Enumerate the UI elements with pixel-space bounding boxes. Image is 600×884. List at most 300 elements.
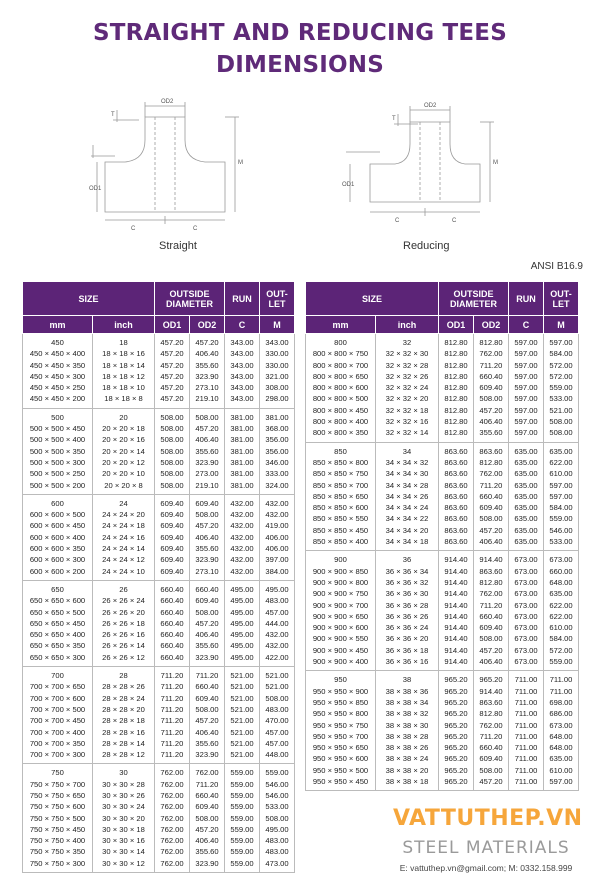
mm-value: 650 bbox=[51, 584, 64, 594]
od1-value: 711.20 bbox=[160, 704, 184, 714]
c-value: 521.00 bbox=[230, 738, 254, 748]
m-value: 597.00 bbox=[549, 480, 573, 490]
inch-value: 32 × 32 × 14 bbox=[385, 428, 429, 438]
od2-value: 273.10 bbox=[195, 383, 219, 393]
inch-cell bbox=[376, 551, 439, 671]
od2-value: 508.00 bbox=[479, 514, 503, 524]
od1-value: 609.40 bbox=[160, 544, 184, 554]
od1-value: 812.80 bbox=[444, 417, 468, 427]
c-value: 597.00 bbox=[514, 394, 538, 404]
od2-value: 711.20 bbox=[479, 600, 503, 610]
c-value: 673.00 bbox=[514, 623, 538, 633]
inch-cell bbox=[93, 334, 155, 409]
inch-value: 18 bbox=[119, 338, 128, 347]
m-value: 330.00 bbox=[265, 360, 289, 370]
inch-value: 28 × 28 × 12 bbox=[102, 750, 145, 760]
m-value: 457.00 bbox=[265, 607, 289, 617]
inch-value: 20 × 20 × 10 bbox=[102, 469, 145, 479]
od2-value: 355.60 bbox=[195, 544, 219, 554]
m-value: 432.00 bbox=[265, 498, 289, 508]
m-value: 508.00 bbox=[549, 417, 573, 427]
od1-value: 609.40 bbox=[160, 566, 184, 576]
od2-cell bbox=[190, 408, 225, 494]
od1-value: 711.20 bbox=[160, 693, 184, 703]
m-value: 473.00 bbox=[265, 858, 289, 868]
c-value: 711.00 bbox=[514, 765, 538, 775]
inch-value: 36 × 36 × 32 bbox=[385, 577, 429, 587]
c-value: 673.00 bbox=[514, 577, 538, 587]
inch-value: 20 × 20 × 18 bbox=[102, 424, 145, 434]
od1-value: 762.00 bbox=[160, 802, 184, 812]
mm-value: 700 × 700 × 500 bbox=[29, 704, 86, 714]
inch-cell bbox=[376, 442, 439, 551]
c-cell bbox=[225, 764, 260, 873]
c-value: 597.00 bbox=[514, 428, 538, 438]
c-value: 673.00 bbox=[514, 566, 538, 576]
m-cell bbox=[544, 334, 579, 443]
od1-value: 914.40 bbox=[444, 634, 468, 644]
od1-value: 660.40 bbox=[160, 607, 184, 617]
inch-value: 24 bbox=[119, 498, 128, 508]
c-value: 673.00 bbox=[514, 611, 538, 621]
c-value: 635.00 bbox=[514, 525, 538, 535]
m-value: 597.00 bbox=[549, 491, 573, 501]
mm-value: 450 × 450 × 400 bbox=[29, 349, 86, 359]
od2-value: 406.40 bbox=[195, 836, 219, 846]
od1-value: 508.00 bbox=[160, 412, 184, 422]
m-value: 384.00 bbox=[265, 566, 289, 576]
od2-value: 762.00 bbox=[195, 768, 219, 778]
inch-value: 36 × 36 × 30 bbox=[385, 589, 429, 599]
m-value: 321.00 bbox=[265, 371, 289, 381]
mm-value: 800 × 800 × 600 bbox=[312, 383, 369, 393]
mm-value: 950 × 950 × 500 bbox=[312, 765, 369, 775]
inch-cell bbox=[93, 494, 155, 580]
c-value: 495.00 bbox=[230, 596, 254, 606]
od1-cell bbox=[439, 442, 474, 551]
m-value: 610.00 bbox=[549, 469, 573, 479]
od1-value: 457.20 bbox=[160, 360, 184, 370]
od2-value: 219.10 bbox=[195, 480, 219, 490]
c-header: C bbox=[225, 316, 260, 334]
mm-value: 900 × 900 × 850 bbox=[312, 566, 369, 576]
od1-value: 914.40 bbox=[444, 589, 468, 599]
mm-value: 700 × 700 × 450 bbox=[29, 716, 86, 726]
inch-value: 36 × 36 × 28 bbox=[385, 600, 429, 610]
od2-value: 406.40 bbox=[479, 417, 503, 427]
table-row-group bbox=[306, 671, 579, 791]
inch-value: 20 × 20 × 8 bbox=[104, 480, 143, 490]
mm-value: 750 × 750 × 300 bbox=[29, 858, 86, 868]
mm-header: mm bbox=[306, 316, 376, 334]
c-header: C bbox=[509, 316, 544, 334]
m-value: 559.00 bbox=[265, 768, 289, 778]
m-value: 648.00 bbox=[549, 731, 573, 741]
mm-value: 900 × 900 × 650 bbox=[312, 611, 369, 621]
m-value: 546.00 bbox=[265, 779, 289, 789]
od1-value: 914.40 bbox=[444, 623, 468, 633]
c-value: 381.00 bbox=[230, 435, 254, 445]
mm-value: 950 × 950 × 450 bbox=[312, 776, 369, 786]
run-header: RUN bbox=[225, 282, 260, 316]
c-value: 559.00 bbox=[230, 802, 254, 812]
od1-value: 711.20 bbox=[160, 682, 184, 692]
c-value: 495.00 bbox=[230, 641, 254, 651]
page-title-line-2: DIMENSIONS bbox=[216, 52, 384, 78]
brand-subtitle: STEEL MATERIALS bbox=[402, 838, 570, 858]
inch-value: 34 × 34 × 26 bbox=[385, 491, 429, 501]
m-value: 521.00 bbox=[549, 405, 573, 415]
inch-value: 38 × 38 × 30 bbox=[385, 720, 429, 730]
od2-value: 762.00 bbox=[479, 349, 503, 359]
od2-value: 863.60 bbox=[479, 697, 503, 707]
inch-value: 26 × 26 × 14 bbox=[102, 641, 145, 651]
m-value: 622.00 bbox=[549, 600, 573, 610]
straight-caption: Straight bbox=[159, 240, 197, 252]
c-value: 521.00 bbox=[230, 671, 254, 681]
inch-value: 20 × 20 × 12 bbox=[102, 457, 145, 467]
mm-value: 750 × 750 × 350 bbox=[29, 847, 86, 857]
m-value: 483.00 bbox=[265, 836, 289, 846]
brand-contact: E: vattuthep.vn@gmail.com; M: 0332.158.999 bbox=[399, 863, 573, 873]
inch-value: 18 × 18 × 14 bbox=[102, 360, 145, 370]
m-value: 457.00 bbox=[265, 727, 289, 737]
m-value: 343.00 bbox=[265, 338, 289, 347]
mm-value: 650 × 650 × 450 bbox=[29, 618, 86, 628]
od1-value: 914.40 bbox=[444, 577, 468, 587]
mm-value: 800 × 800 × 400 bbox=[312, 417, 369, 427]
inch-value: 30 × 30 × 12 bbox=[102, 858, 145, 868]
od2-value: 457.20 bbox=[195, 716, 219, 726]
inch-value: 26 × 26 × 24 bbox=[102, 596, 145, 606]
mm-value: 700 × 700 × 400 bbox=[29, 727, 86, 737]
od1-value: 711.20 bbox=[160, 671, 184, 681]
c-value: 521.00 bbox=[230, 750, 254, 760]
c-label: C bbox=[452, 218, 457, 224]
mm-value: 900 × 900 × 450 bbox=[312, 645, 369, 655]
m-value: 495.00 bbox=[265, 584, 289, 594]
inch-value: 24 × 24 × 20 bbox=[102, 510, 145, 520]
od2-value: 609.40 bbox=[479, 754, 503, 764]
od2-value: 406.40 bbox=[195, 630, 219, 640]
inch-value: 36 bbox=[402, 555, 412, 565]
c-value: 673.00 bbox=[514, 634, 538, 644]
c-value: 343.00 bbox=[230, 338, 254, 347]
inch-value: 36 × 36 × 18 bbox=[385, 645, 429, 655]
m-value: 711.00 bbox=[549, 675, 573, 685]
m-value: 546.00 bbox=[549, 525, 573, 535]
od1-value: 863.60 bbox=[444, 457, 468, 467]
inch-value: 28 × 28 × 14 bbox=[102, 738, 145, 748]
c-value: 559.00 bbox=[230, 858, 254, 868]
od1-cell bbox=[155, 764, 190, 873]
od2-cell bbox=[190, 580, 225, 666]
m-value: 635.00 bbox=[549, 754, 573, 764]
c-value: 711.00 bbox=[514, 754, 538, 764]
mm-value: 950 × 950 × 900 bbox=[312, 686, 369, 696]
od2-value: 609.40 bbox=[195, 802, 219, 812]
od2-value: 914.40 bbox=[479, 686, 503, 696]
od2-cell bbox=[474, 671, 509, 791]
od2-value: 711.20 bbox=[195, 671, 219, 681]
mm-value: 750 × 750 × 600 bbox=[29, 802, 86, 812]
inch-value: 18 × 18 × 8 bbox=[104, 394, 143, 404]
c-value: 381.00 bbox=[230, 469, 254, 479]
c-value: 559.00 bbox=[230, 768, 254, 778]
od1-value: 457.20 bbox=[160, 338, 184, 347]
c-value: 597.00 bbox=[514, 371, 538, 381]
m-header: M bbox=[544, 316, 579, 334]
od2-value: 457.20 bbox=[195, 424, 219, 434]
od2-cell bbox=[474, 334, 509, 443]
inch-value: 24 × 24 × 10 bbox=[102, 566, 145, 576]
m-value: 572.00 bbox=[549, 371, 573, 381]
c-value: 711.00 bbox=[514, 709, 538, 719]
inch-value: 28 bbox=[119, 671, 128, 681]
inch-cell bbox=[376, 334, 439, 443]
od2-value: 812.80 bbox=[479, 457, 503, 467]
t-label: T bbox=[392, 116, 396, 122]
inch-value: 32 × 32 × 26 bbox=[385, 371, 429, 381]
inch-header: inch bbox=[93, 316, 155, 334]
inch-value: 18 × 18 × 12 bbox=[102, 371, 145, 381]
inch-value: 38 × 38 × 24 bbox=[385, 754, 429, 764]
m-value: 432.00 bbox=[265, 630, 289, 640]
mm-value: 700 × 700 × 600 bbox=[29, 693, 86, 703]
od2-value: 660.40 bbox=[479, 371, 503, 381]
od1-value: 762.00 bbox=[160, 779, 184, 789]
m-value: 483.00 bbox=[265, 596, 289, 606]
table-row-group bbox=[23, 334, 295, 409]
od2-value: 457.20 bbox=[195, 521, 219, 531]
c-value: 597.00 bbox=[514, 417, 538, 427]
c-cell bbox=[509, 671, 544, 791]
mm-value: 950 × 950 × 700 bbox=[312, 731, 369, 741]
od2-value: 609.40 bbox=[479, 623, 503, 633]
od2-value: 711.20 bbox=[479, 360, 503, 370]
c-value: 495.00 bbox=[230, 618, 254, 628]
mm-value: 650 × 650 × 500 bbox=[29, 607, 86, 617]
m-value: 330.00 bbox=[265, 349, 289, 359]
m-value: 711.00 bbox=[549, 686, 573, 696]
inch-value: 30 × 30 × 28 bbox=[102, 779, 145, 789]
mm-cell bbox=[306, 334, 376, 443]
od1-value: 457.20 bbox=[160, 349, 184, 359]
od2-cell bbox=[474, 442, 509, 551]
inch-value: 32 × 32 × 18 bbox=[385, 405, 429, 415]
c-value: 381.00 bbox=[230, 424, 254, 434]
od1-value: 660.40 bbox=[160, 584, 184, 594]
inch-value: 24 × 24 × 14 bbox=[102, 544, 145, 554]
c-value: 635.00 bbox=[514, 503, 538, 513]
od2-value: 762.00 bbox=[479, 720, 503, 730]
mm-cell bbox=[306, 442, 376, 551]
m-value: 432.00 bbox=[265, 510, 289, 520]
mm-value: 800 × 800 × 650 bbox=[312, 371, 369, 381]
c-label: C bbox=[131, 226, 136, 232]
table-row-group bbox=[306, 334, 579, 443]
od1-value: 965.20 bbox=[444, 675, 468, 685]
od1-value: 711.20 bbox=[160, 716, 184, 726]
od1-value: 914.40 bbox=[444, 645, 468, 655]
inch-value: 28 × 28 × 20 bbox=[102, 704, 145, 714]
inch-value: 18 × 18 × 10 bbox=[102, 383, 145, 393]
m-value: 448.00 bbox=[265, 750, 289, 760]
c-value: 343.00 bbox=[230, 394, 254, 404]
od2-value: 508.00 bbox=[195, 510, 219, 520]
inch-cell bbox=[93, 580, 155, 666]
outside-diameter-header: OUTSIDE DIAMETER bbox=[439, 282, 509, 316]
od2-value: 863.60 bbox=[479, 446, 503, 456]
od1-value: 762.00 bbox=[160, 858, 184, 868]
mm-value: 900 × 900 × 550 bbox=[312, 634, 369, 644]
inch-value: 30 × 30 × 20 bbox=[102, 813, 145, 823]
c-value: 432.00 bbox=[230, 521, 254, 531]
mm-cell bbox=[306, 671, 376, 791]
od1-cell bbox=[439, 334, 474, 443]
mm-value: 500 × 500 × 300 bbox=[29, 457, 86, 467]
od2-cell bbox=[474, 551, 509, 671]
od1-value: 762.00 bbox=[160, 768, 184, 778]
c-value: 432.00 bbox=[230, 532, 254, 542]
inch-value: 34 × 34 × 18 bbox=[385, 537, 429, 547]
od2-value: 762.00 bbox=[479, 589, 503, 599]
mm-value: 500 × 500 × 450 bbox=[29, 424, 86, 434]
m-value: 508.00 bbox=[549, 428, 573, 438]
outlet-header: OUT-LET bbox=[260, 282, 295, 316]
m-value: 686.00 bbox=[549, 709, 573, 719]
m-value: 470.00 bbox=[265, 716, 289, 726]
od2-value: 406.40 bbox=[479, 537, 503, 547]
mm-value: 650 × 650 × 300 bbox=[29, 652, 86, 662]
od1-value: 812.80 bbox=[444, 360, 468, 370]
od1-cell bbox=[155, 334, 190, 409]
od2-value: 355.60 bbox=[195, 847, 219, 857]
od2-value: 355.60 bbox=[195, 360, 219, 370]
mm-value: 850 × 850 × 600 bbox=[312, 503, 369, 513]
brand-logo bbox=[376, 803, 596, 883]
mm-value: 600 bbox=[51, 498, 64, 508]
c-value: 635.00 bbox=[514, 491, 538, 501]
inch-value: 38 × 38 × 36 bbox=[385, 686, 429, 696]
m-value: 356.00 bbox=[265, 446, 289, 456]
od1-value: 457.20 bbox=[160, 383, 184, 393]
mm-header: mm bbox=[23, 316, 93, 334]
size-header: SIZE bbox=[23, 282, 155, 316]
c-value: 495.00 bbox=[230, 584, 254, 594]
m-value: 622.00 bbox=[549, 457, 573, 467]
m-value: 533.00 bbox=[265, 802, 289, 812]
inch-value: 32 × 32 × 16 bbox=[385, 417, 429, 427]
inch-value: 26 bbox=[119, 584, 128, 594]
od2-value: 323.90 bbox=[195, 555, 219, 565]
inch-value: 26 × 26 × 18 bbox=[102, 618, 145, 628]
od1-value: 762.00 bbox=[160, 813, 184, 823]
c-value: 711.00 bbox=[514, 675, 538, 685]
mm-value: 500 bbox=[51, 412, 64, 422]
inch-header: inch bbox=[376, 316, 439, 334]
inch-value: 28 × 28 × 26 bbox=[102, 682, 145, 692]
inch-value: 30 × 30 × 16 bbox=[102, 836, 145, 846]
c-value: 521.00 bbox=[230, 727, 254, 737]
mm-value: 650 × 650 × 400 bbox=[29, 630, 86, 640]
od2-cell bbox=[190, 494, 225, 580]
c-value: 635.00 bbox=[514, 480, 538, 490]
mm-value: 850 × 850 × 800 bbox=[312, 457, 369, 467]
od1-value: 457.20 bbox=[160, 394, 184, 404]
m-value: 533.00 bbox=[549, 394, 573, 404]
od1-cell bbox=[155, 580, 190, 666]
c-value: 521.00 bbox=[230, 704, 254, 714]
od2-value: 457.20 bbox=[479, 405, 503, 415]
od1-value: 660.40 bbox=[160, 641, 184, 651]
c-value: 597.00 bbox=[514, 338, 538, 347]
mm-value: 900 × 900 × 600 bbox=[312, 623, 369, 633]
od1-header: OD1 bbox=[439, 316, 474, 334]
od2-value: 660.40 bbox=[479, 491, 503, 501]
mm-value: 750 × 750 × 400 bbox=[29, 836, 86, 846]
od1-value: 965.20 bbox=[444, 697, 468, 707]
od2-value: 609.40 bbox=[195, 498, 219, 508]
outside-diameter-header: OUTSIDE DIAMETER bbox=[155, 282, 225, 316]
c-value: 432.00 bbox=[230, 544, 254, 554]
m-cell bbox=[544, 551, 579, 671]
size-header: SIZE bbox=[306, 282, 439, 316]
c-value: 521.00 bbox=[230, 716, 254, 726]
m-cell bbox=[544, 671, 579, 791]
inch-value: 36 × 36 × 34 bbox=[385, 566, 429, 576]
mm-value: 900 × 900 × 800 bbox=[312, 577, 369, 587]
inch-value: 20 bbox=[119, 412, 128, 422]
m-cell bbox=[260, 667, 295, 764]
od2-value: 457.20 bbox=[195, 618, 219, 628]
inch-value: 38 bbox=[402, 675, 412, 685]
od1-value: 609.40 bbox=[160, 521, 184, 531]
c-cell bbox=[509, 551, 544, 671]
m-value: 298.00 bbox=[265, 394, 289, 404]
m-value: 406.00 bbox=[265, 544, 289, 554]
od1-value: 508.00 bbox=[160, 469, 184, 479]
m-value: 635.00 bbox=[549, 446, 573, 456]
inch-value: 32 × 32 × 24 bbox=[385, 383, 429, 393]
inch-value: 34 × 34 × 24 bbox=[385, 503, 429, 513]
od1-value: 711.20 bbox=[160, 750, 184, 760]
od1-cell bbox=[439, 671, 474, 791]
od1-value: 660.40 bbox=[160, 618, 184, 628]
od1-value: 609.40 bbox=[160, 510, 184, 520]
od1-value: 762.00 bbox=[160, 836, 184, 846]
inch-value: 26 × 26 × 16 bbox=[102, 630, 145, 640]
od2-value: 609.40 bbox=[479, 503, 503, 513]
od1-value: 812.80 bbox=[444, 383, 468, 393]
inch-cell bbox=[376, 671, 439, 791]
table-row-group bbox=[306, 442, 579, 551]
m-cell bbox=[260, 334, 295, 409]
table-row-group bbox=[23, 667, 295, 764]
inch-value: 34 × 34 × 30 bbox=[385, 469, 429, 479]
od2-value: 711.20 bbox=[479, 480, 503, 490]
od2-cell bbox=[190, 334, 225, 409]
c-value: 635.00 bbox=[514, 514, 538, 524]
m-value: 572.00 bbox=[549, 360, 573, 370]
m-value: 648.00 bbox=[549, 743, 573, 753]
od2-value: 457.20 bbox=[479, 645, 503, 655]
table-row-group bbox=[23, 494, 295, 580]
mm-value: 900 × 900 × 750 bbox=[312, 589, 369, 599]
od1-value: 609.40 bbox=[160, 498, 184, 508]
c-value: 381.00 bbox=[230, 480, 254, 490]
od1-value: 965.20 bbox=[444, 754, 468, 764]
